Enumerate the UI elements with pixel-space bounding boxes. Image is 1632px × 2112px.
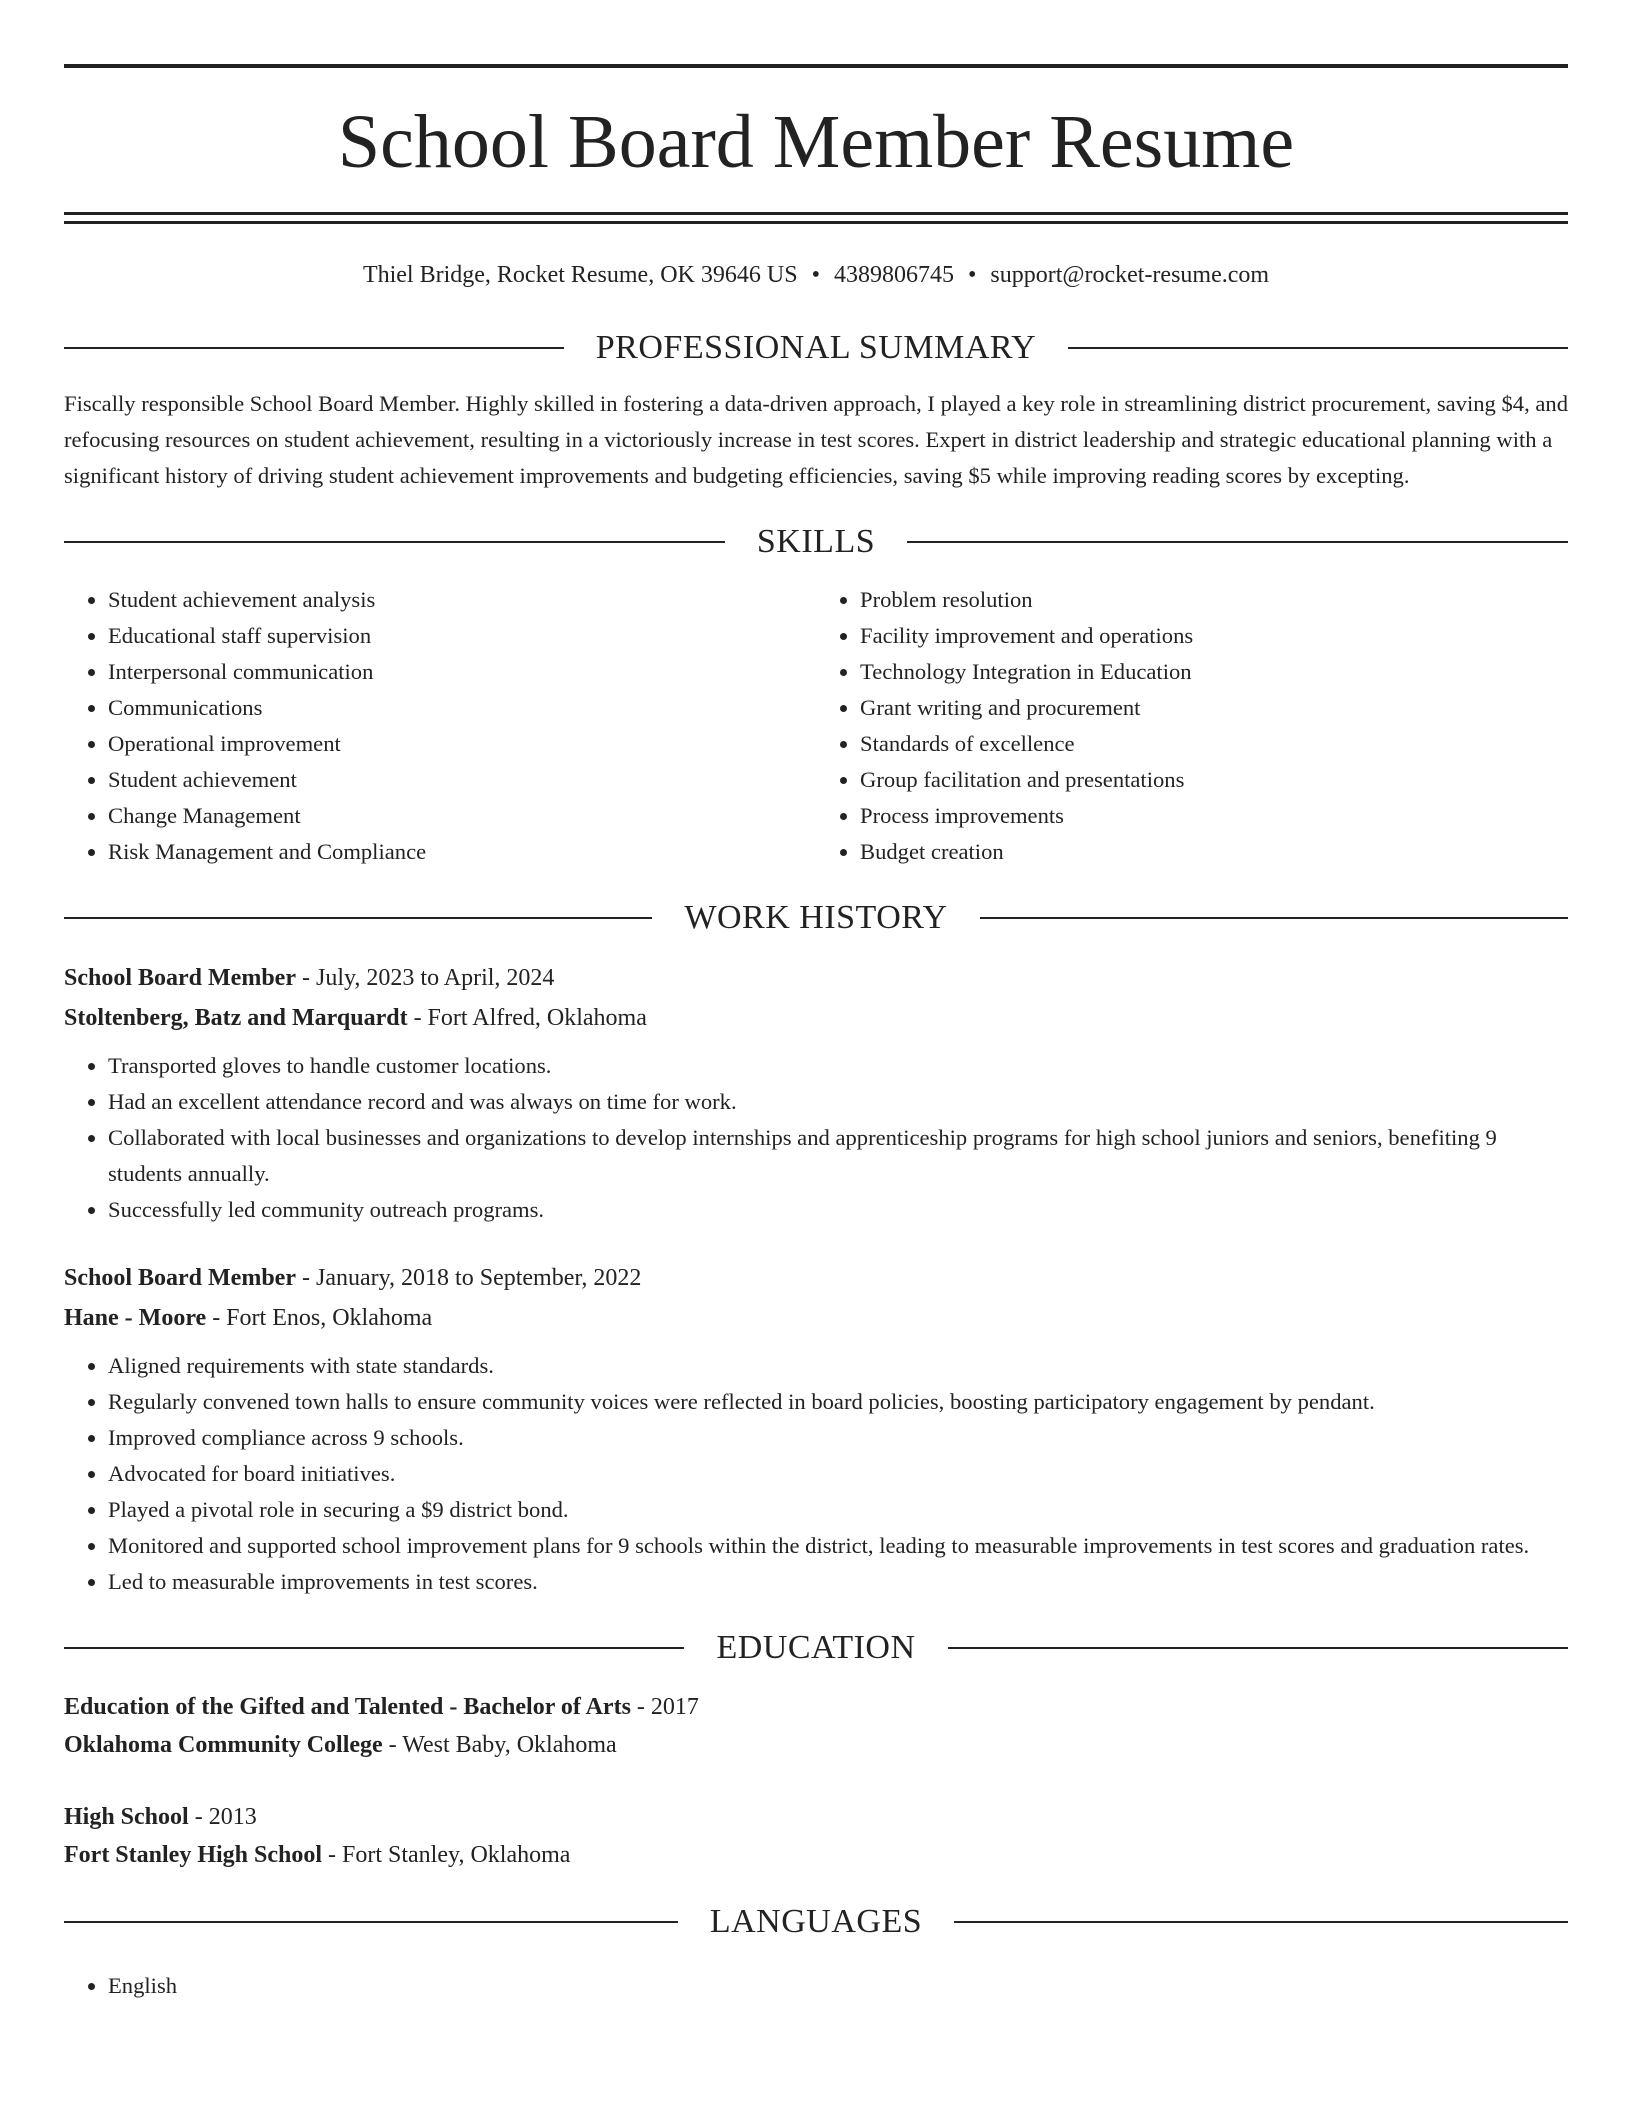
job-location: - Fort Alfred, Oklahoma — [407, 1005, 647, 1031]
heading-rule-left — [64, 1921, 678, 1923]
education-degree: High School — [64, 1804, 189, 1830]
education-school-line — [64, 1836, 1568, 1874]
education-degree: Education of the Gifted and Talented - Bachelor of Arts — [64, 1694, 631, 1720]
heading-rule-left — [64, 347, 564, 349]
education-location: - Fort Stanley, Oklahoma — [322, 1842, 571, 1868]
contact-separator: • — [967, 262, 977, 288]
job-bullet: • Played a pivotal role in securing a $9 district bond. — [108, 1492, 1568, 1528]
section-heading-languages — [64, 1896, 1568, 1948]
education-year: - 2017 — [630, 1694, 699, 1720]
education-school: Fort Stanley High School — [64, 1842, 323, 1868]
heading-rule-right — [980, 917, 1568, 919]
summary-text: Fiscally responsible School Board Member. Highly skilled in fostering a data-driven approach, I played a key role in streamlining district procurement, saving $4, and refocusing resources on student achievement, resulting in a victoriously increase in test scores. Expert in district leadership and strategic educational planning with a significant history of driving student achievement improvements and budgeting efficiencies, saving $5 while improving reading scores by excepting. — [64, 391, 1568, 488]
job-bullet: • Aligned requirements with state standards. — [108, 1348, 1568, 1384]
languages-list — [64, 1968, 1568, 2004]
heading-rule-left — [64, 1647, 684, 1649]
heading-rule-right — [907, 541, 1568, 543]
contact-address: Thiel Bridge, Rocket Resume, OK 39646 US — [362, 262, 798, 288]
page-title: School Board Member Resume — [337, 100, 1295, 184]
job-title: School Board Member — [64, 965, 296, 991]
education-location: - West Baby, Oklahoma — [382, 1732, 617, 1758]
top-rule — [64, 64, 1568, 68]
contact-email[interactable]: support@rocket-resume.com — [990, 262, 1270, 288]
skill-item: • Interpersonal communication — [108, 654, 816, 690]
education-degree-line — [64, 1688, 1568, 1726]
language-item: • English — [108, 1968, 1568, 2004]
job-company-line — [64, 1298, 1568, 1338]
job-bullet: • Monitored and supported school improvement plans for 9 schools within the district, leading to measurable improvements in test scores and graduation rates. — [108, 1528, 1568, 1564]
section-title-skills: SKILLS — [756, 523, 876, 560]
skill-item: • Budget creation — [860, 834, 1568, 870]
section-title-education: EDUCATION — [716, 1629, 916, 1666]
education-degree-line — [64, 1798, 1568, 1836]
skill-item: • Grant writing and procurement — [860, 690, 1568, 726]
education-school: Oklahoma Community College — [64, 1732, 383, 1758]
section-title-work: WORK HISTORY — [684, 899, 948, 936]
contact-separator: • — [811, 262, 820, 288]
heading-rule-left — [64, 917, 652, 919]
section-title-languages: LANGUAGES — [709, 1903, 923, 1940]
job-bullet: • Improved compliance across 9 schools. — [108, 1420, 1568, 1456]
job-location: - Fort Enos, Oklahoma — [206, 1305, 433, 1331]
section-title-summary: PROFESSIONAL SUMMARY — [595, 329, 1037, 366]
skills-list — [64, 582, 1568, 870]
contact-line — [64, 260, 1568, 300]
skill-item: • Educational staff supervision — [108, 618, 816, 654]
job-company: Hane - Moore — [64, 1305, 207, 1331]
job-bullet: • Led to measurable improvements in test scores. — [108, 1564, 1568, 1600]
skill-item: • Standards of excellence — [860, 726, 1568, 762]
job-title-line — [64, 1258, 1568, 1298]
skills-column-left — [64, 582, 816, 870]
skill-item: • Communications — [108, 690, 816, 726]
job-bullet: • Successfully led community outreach programs. — [108, 1192, 1568, 1228]
skill-item: • Risk Management and Compliance — [108, 834, 816, 870]
skill-item: • Facility improvement and operations — [860, 618, 1568, 654]
job-bullet: • Transported gloves to handle customer locations. — [108, 1048, 1568, 1084]
job-bullets — [64, 1348, 1568, 1600]
skill-item: • Group facilitation and presentations — [860, 762, 1568, 798]
job-title-line — [64, 958, 1568, 998]
skill-item: • Student achievement — [108, 762, 816, 798]
job-company: Stoltenberg, Batz and Marquardt — [64, 1005, 408, 1031]
skills-column-right — [816, 582, 1568, 870]
job-bullet: • Collaborated with local businesses and organizations to develop internships and apprenticeship programs for high school juniors and seniors, benefiting 9 students annually. — [108, 1120, 1568, 1192]
job-dates: - January, 2018 to September, 2022 — [295, 1265, 642, 1291]
job-dates: - July, 2023 to April, 2024 — [295, 965, 555, 991]
job-bullet: • Regularly convened town halls to ensure community voices were reflected in board policies, boosting participatory engagement by pendant. — [108, 1384, 1568, 1420]
education-entry — [64, 1798, 1568, 1874]
contact-phone[interactable]: 4389806745 — [833, 262, 954, 288]
resume-page — [64, 0, 1568, 2004]
heading-rule-right — [948, 1647, 1568, 1649]
section-heading-education — [64, 1622, 1568, 1674]
job-entry — [64, 1258, 1568, 1600]
skill-item: • Problem resolution — [860, 582, 1568, 618]
job-title: School Board Member — [64, 1265, 296, 1291]
heading-rule-right — [954, 1921, 1568, 1923]
skill-item: • Change Management — [108, 798, 816, 834]
job-entry — [64, 958, 1568, 1228]
job-bullets — [64, 1048, 1568, 1228]
heading-rule-left — [64, 541, 725, 543]
skill-item: • Operational improvement — [108, 726, 816, 762]
skill-item: • Student achievement analysis — [108, 582, 816, 618]
job-company-line — [64, 998, 1568, 1038]
skill-item: • Process improvements — [860, 798, 1568, 834]
skill-item: • Technology Integration in Education — [860, 654, 1568, 690]
education-year: - 2013 — [188, 1804, 257, 1830]
spacer — [64, 1228, 1568, 1258]
education-school-line — [64, 1726, 1568, 1764]
job-bullet: • Had an excellent attendance record and was always on time for work. — [108, 1084, 1568, 1120]
education-entry — [64, 1688, 1568, 1764]
section-heading-skills — [64, 516, 1568, 568]
title-double-rule — [64, 212, 1568, 224]
spacer — [64, 1764, 1568, 1798]
job-bullet: • Advocated for board initiatives. — [108, 1456, 1568, 1492]
section-heading-summary — [64, 322, 1568, 374]
section-heading-work — [64, 892, 1568, 944]
heading-rule-right — [1068, 347, 1568, 349]
